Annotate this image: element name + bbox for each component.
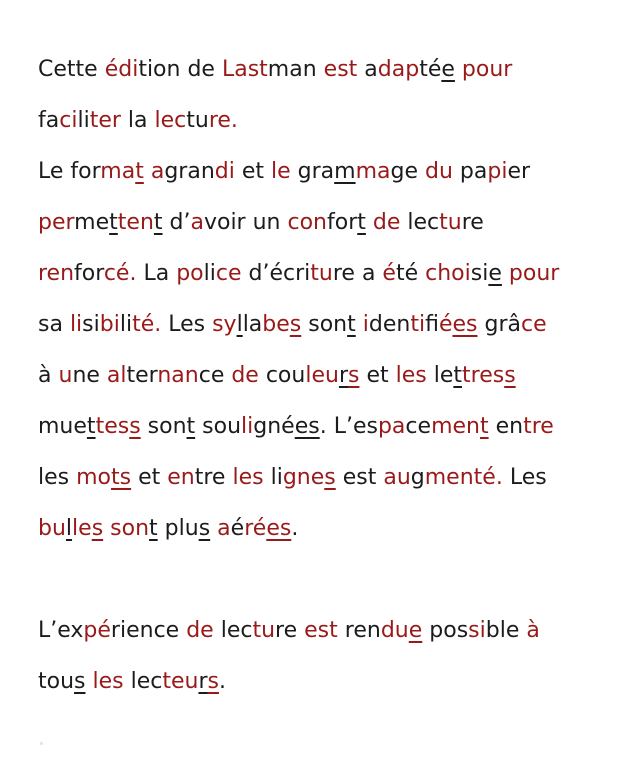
syllable: les	[395, 363, 427, 388]
syllable: li	[69, 312, 83, 337]
silent-letter: r	[198, 669, 208, 694]
syllable: pa	[377, 414, 406, 439]
syllable: ter	[89, 108, 121, 133]
syllable: gné	[253, 414, 295, 439]
syllable: plu	[157, 516, 199, 541]
syllable: ter	[126, 363, 158, 388]
syllable: a	[354, 261, 383, 286]
text-line	[38, 299, 630, 350]
syllable: ti	[410, 312, 426, 337]
syllable: ce	[198, 363, 232, 388]
syllable: ce	[405, 414, 432, 439]
syllable	[356, 312, 363, 337]
syllable: li	[77, 108, 90, 133]
syllable: ne	[72, 363, 107, 388]
syllable: man	[267, 57, 317, 82]
syllable: re	[275, 618, 298, 643]
syllable: ré	[244, 516, 267, 541]
silent-letter: s	[74, 669, 86, 694]
syllable: g	[410, 465, 425, 490]
syllable: nan	[157, 363, 199, 388]
syllable: les	[92, 669, 124, 694]
text-line	[38, 350, 630, 401]
syllable: lec	[220, 618, 253, 643]
syllable: fi	[425, 312, 439, 337]
paragraph-intro	[38, 44, 630, 554]
syllable: et	[131, 465, 168, 490]
syllable: un	[245, 210, 288, 235]
syllable: et	[234, 159, 271, 184]
silent-letter: es	[294, 414, 320, 439]
syllable: bu	[38, 516, 66, 541]
silent-letter: t	[453, 363, 462, 388]
silent-letter: t	[135, 159, 144, 184]
syllable: cri	[283, 261, 311, 286]
syllable: Le	[38, 159, 71, 184]
syllable: du	[418, 159, 460, 184]
syllable: si	[470, 261, 489, 286]
text-line	[38, 248, 630, 299]
silent-letter: r	[338, 363, 348, 388]
syllable: d’	[162, 210, 191, 235]
syllable: pé	[83, 618, 111, 643]
syllable: lec	[123, 669, 163, 694]
syllable: L’es	[326, 414, 378, 439]
syllable	[502, 261, 509, 286]
syllable: li	[119, 312, 133, 337]
silent-letter: l	[236, 312, 243, 337]
syllable: à	[38, 363, 59, 388]
syllable: d’é	[241, 261, 283, 286]
syllable: est	[335, 465, 384, 490]
syllable: me	[74, 210, 110, 235]
syllable: a	[150, 159, 165, 184]
silent-letter: s	[129, 414, 141, 439]
silent-letter: t	[149, 516, 158, 541]
syllable: gra	[290, 159, 335, 184]
syllable: de	[365, 210, 408, 235]
syllable: de	[179, 618, 221, 643]
syllable: édi	[104, 57, 139, 82]
syllable: ge	[390, 159, 418, 184]
syllable: tu	[310, 261, 333, 286]
syllable: les	[225, 465, 271, 490]
silent-letter: e	[488, 261, 502, 286]
syllable: Les	[502, 465, 547, 490]
syllable	[455, 57, 462, 82]
paragraph-spacer	[38, 554, 630, 605]
syllable: tu	[252, 618, 276, 643]
silent-letter: s	[347, 363, 360, 388]
syllable: sy	[212, 312, 237, 337]
syllable	[144, 159, 151, 184]
syllable: son	[110, 516, 150, 541]
syllable: gne	[282, 465, 325, 490]
syllable: dap	[377, 57, 420, 82]
syllable: la	[120, 108, 155, 133]
syllable: té	[395, 261, 419, 286]
syllable: men	[431, 414, 480, 439]
syllable: ci	[59, 108, 78, 133]
silent-letter: t	[347, 312, 356, 337]
syllable: fa	[38, 108, 60, 133]
syllable: ren	[337, 618, 381, 643]
syllable: leu	[305, 363, 339, 388]
silent-letter: es	[266, 516, 292, 541]
syllable: re	[461, 210, 484, 235]
syllable: Les	[161, 312, 213, 337]
syllable: pour	[461, 57, 513, 82]
syllable: ce	[153, 618, 180, 643]
text-line	[38, 656, 630, 707]
syllable: for	[74, 261, 104, 286]
syllable: La	[136, 261, 177, 286]
syllable: men	[424, 465, 474, 490]
syllable: a	[190, 210, 204, 235]
syllable: lec	[154, 108, 187, 133]
syllable: Last	[221, 57, 268, 82]
text-line	[38, 452, 630, 503]
syllable: si	[468, 618, 486, 643]
syllable: de	[231, 363, 259, 388]
syllable: à	[526, 618, 540, 643]
silent-letter: s	[91, 516, 104, 541]
text-line	[38, 197, 630, 248]
silent-letter: m	[334, 159, 356, 184]
syllable: re.	[208, 108, 238, 133]
syllable: den	[368, 312, 411, 337]
text-line	[38, 44, 630, 95]
syllable: cé.	[103, 261, 137, 286]
syllable: le	[426, 363, 454, 388]
syllable: voir	[203, 210, 246, 235]
syllable: i	[362, 312, 369, 337]
syllable: .	[291, 516, 299, 541]
syllable: du	[380, 618, 409, 643]
silent-letter: t	[86, 414, 96, 439]
syllable: teu	[162, 669, 199, 694]
syllable: be	[262, 312, 290, 337]
syllable: est	[304, 618, 338, 643]
syllable: u	[58, 363, 73, 388]
silent-letter: l	[65, 516, 73, 541]
syllable: tre	[523, 414, 554, 439]
syllable: et	[359, 363, 396, 388]
paragraph-closing	[38, 605, 630, 707]
syllable: for	[326, 210, 358, 235]
syllable: le	[72, 516, 92, 541]
syllable: ma	[100, 159, 136, 184]
syllable: mo	[76, 465, 111, 490]
text-line	[38, 146, 630, 197]
text-line	[38, 503, 630, 554]
syllable: cou	[258, 363, 306, 388]
silent-letter: e	[408, 618, 423, 643]
syllable: al	[106, 363, 127, 388]
syllable: tion	[138, 57, 181, 82]
silent-letter: t	[186, 414, 196, 439]
syllable: li	[241, 414, 254, 439]
syllable: sa	[38, 312, 70, 337]
silent-letter: t	[357, 210, 366, 235]
syllable: son	[301, 312, 348, 337]
silent-letter: s	[324, 465, 336, 490]
syllable: ten	[117, 210, 154, 235]
syllable: ce	[215, 261, 242, 286]
syllable: la	[242, 312, 263, 337]
syllable: rien	[110, 618, 154, 643]
syllable: tu	[439, 210, 462, 235]
text-line	[38, 401, 630, 452]
syllable: é	[382, 261, 396, 286]
syllable: tes	[95, 414, 130, 439]
syllable: er	[507, 159, 531, 184]
syllable: de	[180, 57, 222, 82]
syllable	[141, 414, 148, 439]
syllable: .	[319, 414, 327, 439]
syllable: pa	[459, 159, 488, 184]
syllable	[86, 669, 93, 694]
syllable: si	[82, 312, 100, 337]
syllable: gran	[164, 159, 215, 184]
text-line	[38, 605, 630, 656]
syllable: per	[38, 210, 75, 235]
syllable: for	[70, 159, 101, 184]
syllable: té	[419, 57, 442, 82]
syllable: grâ	[477, 312, 521, 337]
syllable: é	[438, 312, 453, 337]
syllable: est	[323, 57, 358, 82]
silent-letter: s	[207, 669, 219, 694]
silent-letter: s	[504, 363, 516, 388]
syllable: pour	[508, 261, 560, 286]
syllable: té.	[132, 312, 162, 337]
syllable: bi	[99, 312, 120, 337]
syllable: L’ex	[38, 618, 84, 643]
syllable: en	[167, 465, 195, 490]
silent-letter: es	[452, 312, 478, 337]
silent-letter: t	[109, 210, 118, 235]
silent-letter: t	[153, 210, 163, 235]
syllable: Cette	[38, 57, 105, 82]
silent-letter: ts	[111, 465, 132, 490]
syllable: ble	[485, 618, 520, 643]
syllable: sou	[195, 414, 242, 439]
syllable: au	[383, 465, 411, 490]
syllable: lec	[407, 210, 440, 235]
syllable: .	[218, 669, 226, 694]
syllable: a	[364, 57, 378, 82]
syllable: é	[230, 516, 245, 541]
syllable: pi	[487, 159, 508, 184]
syllable: tre	[194, 465, 226, 490]
syllable: les	[38, 465, 77, 490]
silent-letter: s	[289, 312, 302, 337]
syllable: le	[271, 159, 291, 184]
syllable: ma	[355, 159, 391, 184]
syllable: mue	[38, 414, 87, 439]
syllable: tres	[462, 363, 505, 388]
silent-letter: s	[198, 516, 211, 541]
syllable: ren	[38, 261, 75, 286]
syllable: tu	[186, 108, 209, 133]
syllable: pos	[422, 618, 469, 643]
syllable: choi	[425, 261, 471, 286]
syllable: re	[332, 261, 355, 286]
silent-letter: t	[479, 414, 489, 439]
syllable: con	[287, 210, 327, 235]
syllable: po	[176, 261, 204, 286]
syllable: li	[270, 465, 283, 490]
syllable: tou	[38, 669, 75, 694]
syllable: son	[147, 414, 187, 439]
page-speck	[40, 742, 43, 745]
syllable: en	[488, 414, 524, 439]
syllable: ce	[520, 312, 547, 337]
syllable: di	[214, 159, 235, 184]
text-line	[38, 95, 630, 146]
syllable: li	[203, 261, 216, 286]
syllable: té.	[473, 465, 503, 490]
silent-letter: e	[441, 57, 455, 82]
syllable: a	[217, 516, 231, 541]
syllable	[317, 57, 324, 82]
